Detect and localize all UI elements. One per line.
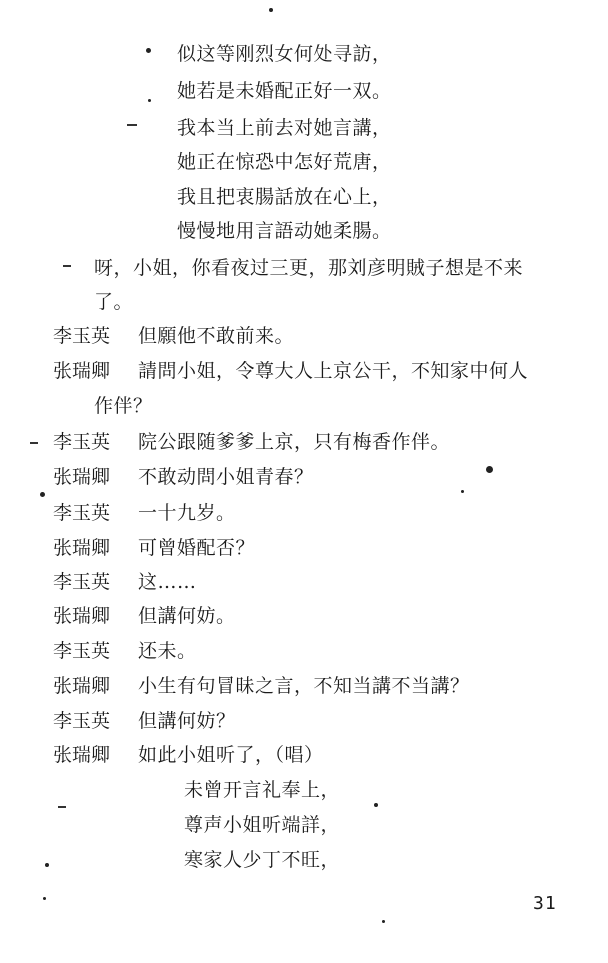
scan-speck [461, 490, 464, 493]
speaker-li-yuying: 李玉英 [53, 502, 111, 524]
speaker-zhang-ruiqing: 张瑞卿 [53, 466, 111, 488]
dialogue-3-line-1: 院公跟随爹爹上京，只有梅香作伴。 [138, 431, 451, 453]
speaker-li-yuying: 李玉英 [53, 571, 111, 593]
scan-speck [146, 48, 151, 53]
speaker-zhang-ruiqing: 张瑞卿 [53, 675, 111, 697]
verse1-line-5: 我且把衷腸話放在心上， [177, 186, 392, 208]
scan-speck [382, 920, 385, 923]
dialogue-10-line-1: 小生有句冒昧之言，不知当講不当講？ [138, 675, 470, 697]
scan-speck [486, 466, 493, 473]
scan-speck [269, 8, 273, 12]
speaker-li-yuying: 李玉英 [53, 325, 111, 347]
scan-speck [45, 863, 49, 867]
scan-speck [148, 99, 151, 102]
dialogue-6-line-1: 可曾婚配否？ [138, 537, 256, 559]
verse1-line-6: 慢慢地用言語动她柔腸。 [177, 220, 392, 242]
verse2-line-2: 尊声小姐听端詳， [184, 814, 341, 836]
speaker-zhang-ruiqing: 张瑞卿 [53, 537, 111, 559]
dialogue-8-line-1: 但講何妨。 [138, 605, 236, 627]
dialogue-0-line-1: 呀，小姐，你看夜过三更，那刘彦明賊子想是不来 [94, 257, 524, 279]
dialogue-0-line-2: 了。 [94, 291, 134, 313]
scan-mark [127, 124, 137, 126]
dialogue-1-line-1: 但願他不敢前来。 [138, 325, 295, 347]
scan-mark [58, 806, 66, 808]
verse1-line-2: 她若是未婚配正好一双。 [177, 80, 392, 102]
scan-speck [43, 897, 46, 900]
verse2-line-3: 寒家人少丁不旺， [184, 849, 341, 871]
scan-mark [63, 265, 71, 267]
speaker-zhang-ruiqing: 张瑞卿 [53, 605, 111, 627]
dialogue-9-line-1: 还未。 [138, 640, 197, 662]
dialogue-7-line-1: 这…… [138, 571, 197, 593]
speaker-zhang-ruiqing: 张瑞卿 [53, 744, 111, 766]
speaker-li-yuying: 李玉英 [53, 431, 111, 453]
verse1-line-4: 她正在惊恐中怎好荒唐， [177, 151, 392, 173]
dialogue-2-line-1: 請問小姐，令尊大人上京公干，不知家中何人 [138, 360, 529, 382]
speaker-zhang-ruiqing: 张瑞卿 [53, 360, 111, 382]
scan-mark [30, 442, 38, 444]
dialogue-11-line-1: 但講何妨？ [138, 710, 236, 732]
dialogue-5-line-1: 一十九岁。 [138, 502, 236, 524]
dialogue-2-line-2: 作伴？ [94, 395, 153, 417]
scan-speck [40, 492, 45, 497]
verse1-line-3: 我本当上前去对她言講， [177, 117, 392, 139]
scan-speck [374, 803, 378, 807]
verse2-line-1: 未曾开言礼奉上， [184, 779, 341, 801]
speaker-li-yuying: 李玉英 [53, 710, 111, 732]
dialogue-4-line-1: 不敢动問小姐青春？ [138, 466, 314, 488]
speaker-li-yuying: 李玉英 [53, 640, 111, 662]
page-number: 31 [533, 893, 557, 914]
verse1-line-1: 似这等刚烈女何处寻訪， [177, 43, 392, 65]
dialogue-12-line-1: 如此小姐听了，（唱） [138, 744, 324, 766]
